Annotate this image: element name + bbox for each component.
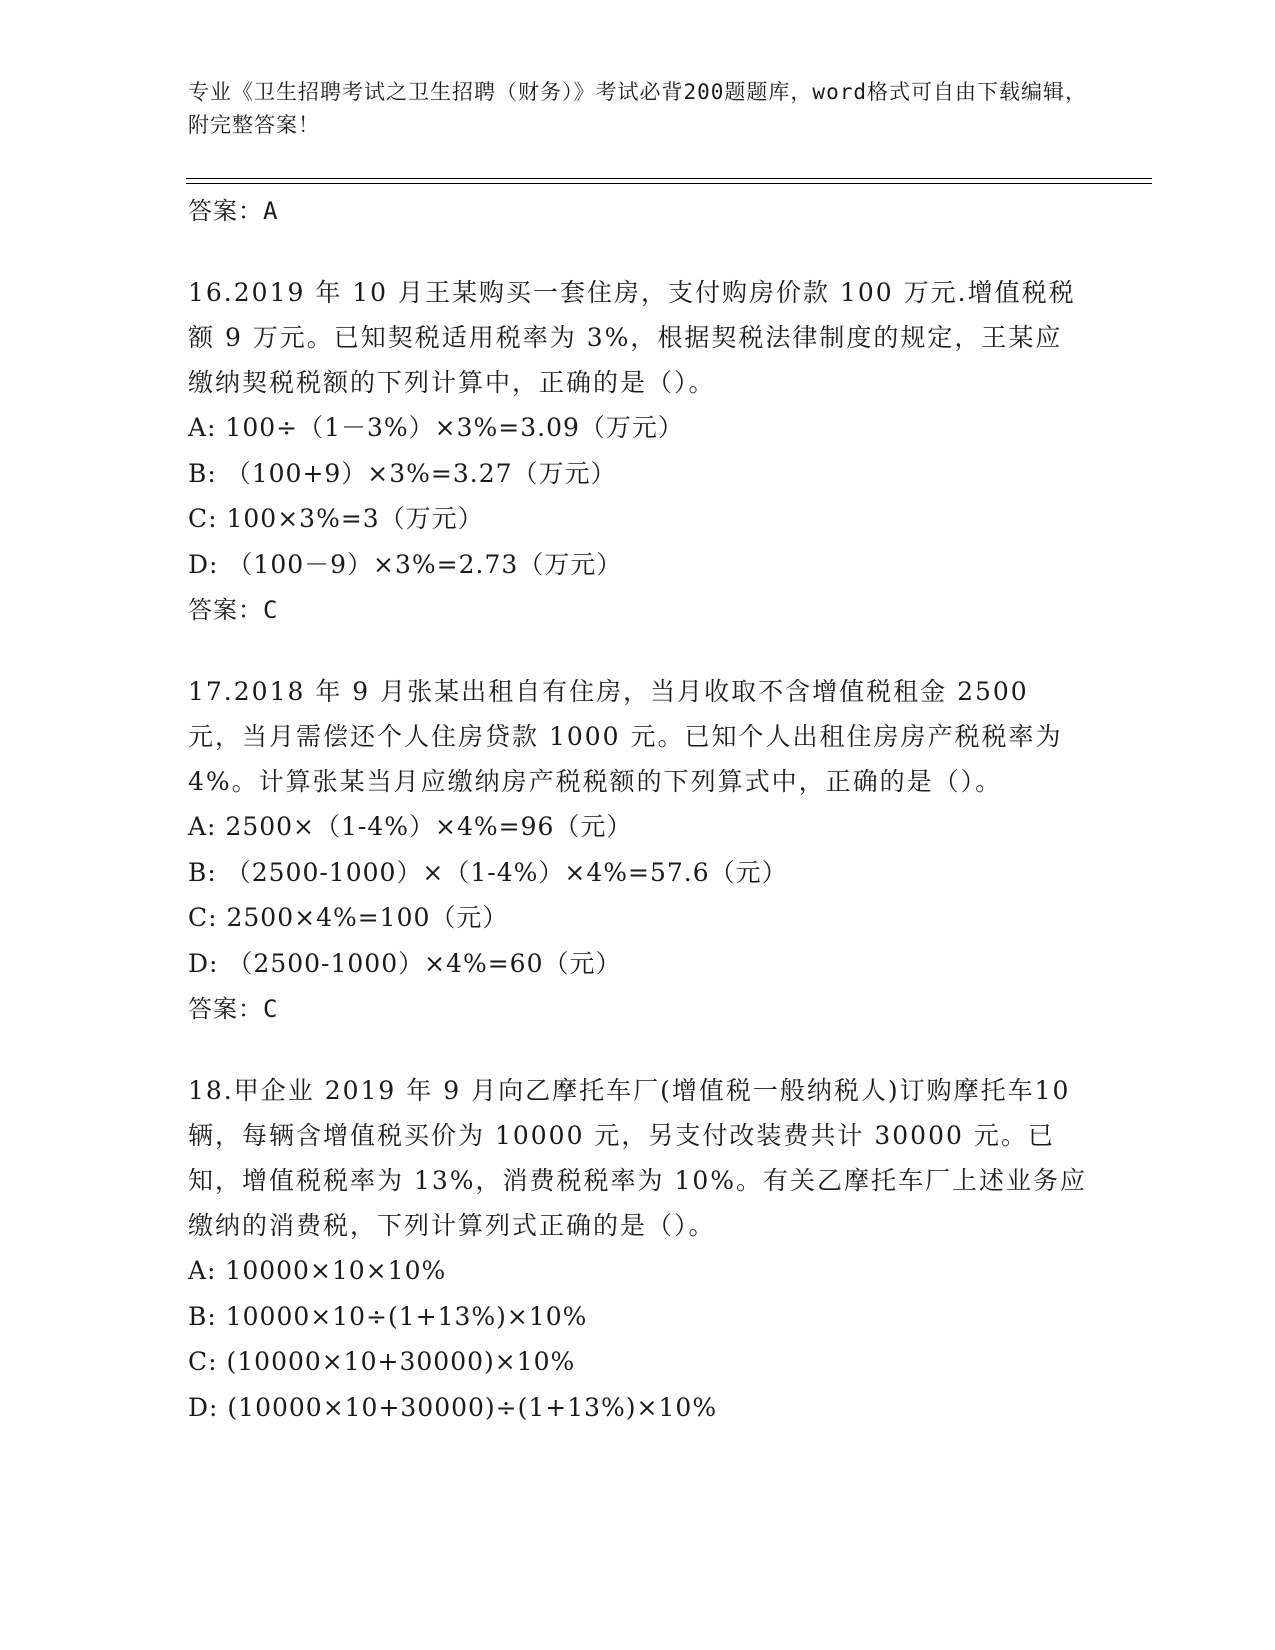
question-stem: 17.2018 年 9 月张某出租自有住房，当月收取不含增值税租金 2500 元，当月需偿还个人住房贷款 1000 元。已知个人出租住房房产税税率为4%。计算张某当月应缴纳房产税税额的下列算式中，正确的是（）。 xyxy=(188,677,1063,796)
option-d: D: （2500-1000）×4%=60（元） xyxy=(188,948,622,978)
option-d: D: （100－9）×3%=2.73（万元） xyxy=(188,549,623,579)
answer-line: 答案：C xyxy=(188,596,279,624)
option-a: A: 2500×（1-4%）×4%=96（元） xyxy=(188,812,633,841)
option-b: B: （2500-1000）×（1-4%）×4%=57.6（元） xyxy=(188,857,788,887)
header-rule-bottom xyxy=(186,183,1152,184)
option-c: C: 2500×4%=100（元） xyxy=(188,903,509,932)
header-rule-top xyxy=(186,178,1152,179)
option-c: C: 100×3%=3（万元） xyxy=(188,504,484,533)
question-list xyxy=(188,188,1088,1430)
question-stem: 16.2019 年 10 月王某购买一套住房，支付购房价款 100 万元.增值税税额 9 万元。已知契税适用税率为 3%，根据契税法律制度的规定，王某应缴纳契税税额的下列计算中，正确的是（）。 xyxy=(188,278,1076,397)
option-a: A: 10000×10×10% xyxy=(188,1256,447,1285)
spacer xyxy=(188,633,1088,669)
option-b: B: 10000×10÷(1+13%)×10% xyxy=(188,1301,588,1331)
question-stem: 18.甲企业 2019 年 9 月向乙摩托车厂(增值税一般纳税人)订购摩托车10 辆，每辆含增值税买价为 10000 元，另支付改装费共计 30000 元。已知，增值税税率为 13%，消费税税率为 10%。有关乙摩托车厂上述业务应缴纳的消费税，下列计算列式正确的是（）。 xyxy=(188,1076,1088,1240)
spacer xyxy=(188,1032,1088,1068)
spacer xyxy=(188,234,1088,270)
option-b: B: （100+9）×3%=3.27（万元） xyxy=(188,458,617,488)
answer-line: 答案：C xyxy=(188,995,279,1023)
document-header: 专业《卫生招聘考试之卫生招聘（财务）》考试必背200题题库，word格式可自由下载编辑，附完整答案！ xyxy=(188,80,1087,137)
option-d: D: (10000×10+30000)÷(1+13%)×10% xyxy=(188,1392,718,1422)
answer-line: 答案：A xyxy=(188,197,279,225)
option-c: C: (10000×10+30000)×10% xyxy=(188,1347,576,1376)
option-a: A: 100÷（1－3%）×3%=3.09（万元） xyxy=(188,413,684,442)
